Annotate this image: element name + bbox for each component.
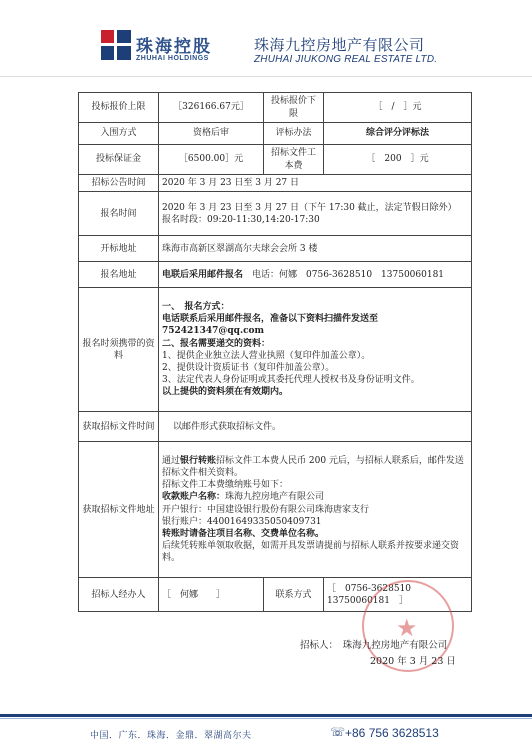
label-doc-fee: 招标文件工本费: [264, 145, 324, 175]
value-doc-time: 以邮件形式获取招标文件。: [159, 412, 472, 442]
table-row: [79, 288, 472, 412]
value-registration-address: [159, 262, 472, 288]
value-handler: ［ 何娜 ］: [159, 578, 264, 612]
value-bid-lower: ［ / ］元: [324, 93, 472, 123]
label-handler: 招标人经办人: [79, 578, 159, 612]
registration-hours: 报名时段：09:20-11:30,14:20-17:30: [162, 214, 320, 225]
doc-item-2: 2、提供设计资质证书（复印件加盖公章）。: [162, 362, 335, 373]
doc-item-1: 1、提供企业独立法人营业执照（复印件加盖公章）。: [162, 350, 371, 361]
account-heading: 招标文件工本费缴纳账号如下：: [162, 480, 289, 491]
value-doc-address: [159, 442, 472, 578]
section-docs-heading: 二、报名需要递交的资料：: [162, 338, 271, 349]
star-icon: ★: [396, 614, 418, 642]
tender-info-table: [78, 92, 472, 612]
transfer-remark: 转账时请备注项目名称、交费单位名称。: [162, 528, 325, 539]
logo-text-cn: 珠海控股: [136, 37, 212, 57]
value-eval-method: 综合评分评标法: [324, 123, 472, 145]
label-bid-lower: 投标报价下限: [264, 93, 324, 123]
label-eval-method: 评标办法: [264, 123, 324, 145]
table-row: [79, 442, 472, 578]
label-registration-time: 报名时间: [79, 192, 159, 236]
company-logo-icon: [101, 30, 131, 60]
transfer-instruction: [162, 455, 468, 479]
phone-icon: ☏: [330, 725, 346, 739]
bank-name: 开户银行：中国建设银行股份有限公司珠海唐家支行: [162, 504, 370, 515]
label-required-docs: 报名时须携带的资料: [79, 288, 159, 412]
label-registration-address: 报名地址: [79, 262, 159, 288]
company-name-cn: 珠海九控房地产有限公司: [254, 36, 425, 54]
registration-period: 2020 年 3 月 23 日至 3 月 27 日（下午 17:30 截止，法定节假日除外）: [162, 202, 457, 213]
account-name: [162, 491, 468, 503]
letterhead-footer: [0, 714, 532, 754]
value-notice-time: 2020 年 3 月 23 日至 3 月 27 日: [159, 175, 472, 192]
label-deposit: 投标保证金: [79, 145, 159, 175]
label-opening-address: 开标地址: [79, 236, 159, 262]
footer-address: 中国．广东．珠海．金鼎．翠湖高尔夫: [90, 731, 252, 741]
value-admission: 资格后审: [159, 123, 264, 145]
email-instruction: 电话联系后采用邮件报名，准备以下资料扫描件发送至752421347@qq.com: [162, 314, 379, 337]
label-contact: 联系方式: [264, 578, 324, 612]
label-doc-address: 获取招标文件地址: [79, 442, 159, 578]
letterhead: [0, 0, 532, 78]
transfer-prefix: 通过: [162, 456, 181, 466]
account-name-label: 收款账户名称：: [162, 492, 226, 503]
doc-item-3: 3、法定代表人身份证明或其委托代理人授权书及身份证明文件。: [162, 374, 420, 385]
table-row: [79, 93, 472, 123]
account-name-value: 珠海九控房地产有限公司: [225, 492, 325, 503]
validity-note: 以上提供的资料须在有效期内。: [162, 387, 289, 398]
table-row: [79, 262, 472, 288]
table-row: [79, 175, 472, 192]
table-row: [79, 412, 472, 442]
registration-method: 电联后采用邮件报名: [162, 269, 244, 280]
header-divider: [0, 76, 532, 77]
company-name-en: ZHUHAI JIUKONG REAL ESTATE LTD.: [254, 54, 438, 65]
footer-divider-thin: [0, 718, 532, 719]
label-bid-upper: 投标报价上限: [79, 93, 159, 123]
logo-text-en: ZHUHAI HOLDINGS: [136, 55, 209, 62]
section-method-heading: 一、 报名方式：: [162, 302, 230, 313]
footer-phone: +86 756 3628513: [345, 726, 439, 740]
value-registration-time: [159, 192, 472, 236]
table-row: [79, 192, 472, 236]
table-row: [79, 145, 472, 175]
transfer-rest: 招标文件工本费人民币 200 元后，与招标人联系后，邮件发送招标文件相关资料。: [162, 456, 464, 479]
footer-divider: [0, 714, 532, 717]
value-doc-fee: ［ 200 ］元: [324, 145, 472, 175]
value-deposit: ［6500.00］元: [159, 145, 264, 175]
bank-account: 银行账户：44001649335050409731: [162, 516, 322, 527]
signature-date: 2020 年 3 月 23 日: [370, 656, 456, 667]
label-doc-time: 获取招标文件时间: [79, 412, 159, 442]
value-required-docs: [159, 288, 472, 412]
transfer-bold: 银行转账: [180, 456, 217, 466]
table-row: [79, 123, 472, 145]
tenderer-signature: 招标人： 珠海九控房地产有限公司: [300, 640, 448, 651]
value-bid-upper: ［326166.67元］: [159, 93, 264, 123]
registration-contact: 电话：何娜 0756-3628510 13750060181: [243, 269, 445, 280]
label-admission: 入围方式: [79, 123, 159, 145]
table-row: [79, 236, 472, 262]
value-opening-address: 珠海市高新区翠湖高尔夫球会会所 3 楼: [159, 236, 472, 262]
value-contact: ［ 0756-3628510 13750060181 ］: [324, 578, 472, 612]
label-notice-time: 招标公告时间: [79, 175, 159, 192]
receipt-note: 后续凭转账单领取收据，如需开具发票请提前与招标人联系并按要求递交资料。: [162, 540, 460, 564]
